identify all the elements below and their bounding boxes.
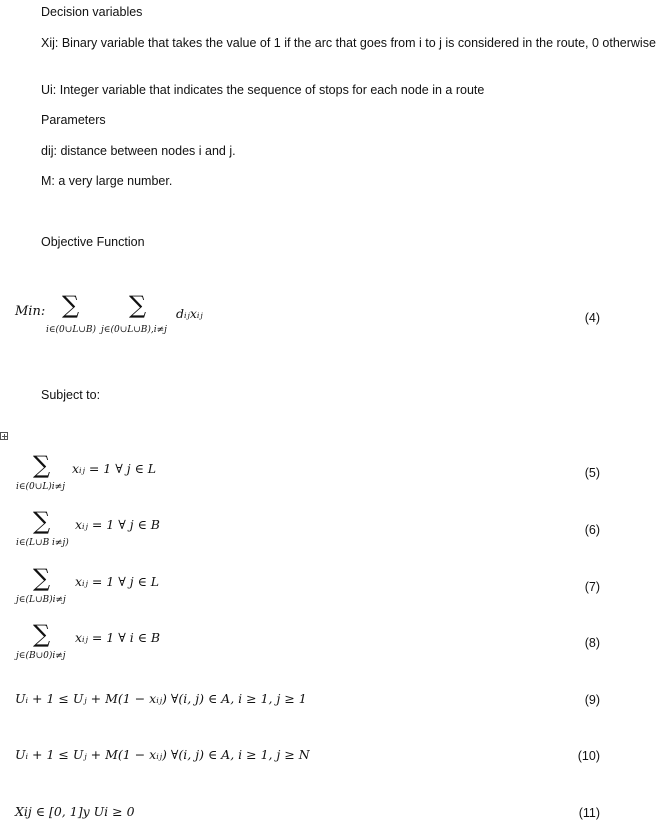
parameters-heading: Parameters: [41, 113, 106, 127]
xij-definition-text: Xij: Binary variable that takes the value of 1 if the arc that goes from i to j is considered in the route, 0 otherwise: [41, 36, 656, 50]
sum-symbol: ∑: [129, 291, 147, 319]
equation-number: (11): [578, 806, 600, 820]
equation-number: (6): [584, 523, 600, 537]
ui-definition: Ui: Integer variable that indicates the sequence of stops for each node in a route: [41, 83, 485, 97]
min-label: Min:: [15, 304, 46, 319]
sum-symbol: ∑: [62, 291, 80, 319]
constraint-expression: Uᵢ + 1 ≤ Uⱼ + M(1 − xᵢⱼ) ∀(i, j) ∈ A, i ≥ 1, j ≥ 1: [15, 691, 307, 706]
sum-symbol: ∑: [33, 451, 51, 479]
sum-index-i: i∈(0∪L∪B): [46, 325, 96, 335]
equation-number: (10): [577, 749, 600, 763]
sum-symbol: ∑: [33, 620, 51, 648]
dij-definition: dij: distance between nodes i and j.: [41, 144, 236, 158]
table-anchor-icon[interactable]: [0, 432, 8, 440]
equation-number: (7): [584, 580, 600, 594]
constraint-expression: Uᵢ + 1 ≤ Uⱼ + M(1 − xᵢⱼ) ∀(i, j) ∈ A, i ≥ 1, j ≥ N: [15, 747, 310, 762]
sum-index: i∈(0∪L)i≠j: [16, 482, 66, 492]
equation-number: (4): [584, 311, 600, 325]
equation-number: (8): [584, 636, 600, 650]
subject-to-label: Subject to:: [41, 388, 101, 402]
sum-index: j∈(B∪0)i≠j: [16, 651, 66, 661]
sum-symbol: ∑: [33, 564, 51, 592]
decision-variables-heading: Decision variables: [41, 5, 143, 19]
xij-definition: [8, 34, 658, 52]
constraint-expression: xᵢⱼ = 1 ∀ i ∈ B: [75, 630, 161, 645]
constraint-expression: xᵢⱼ = 1 ∀ j ∈ B: [75, 517, 160, 532]
m-definition: M: a very large number.: [41, 174, 173, 188]
constraint-expression: xᵢⱼ = 1 ∀ j ∈ L: [75, 574, 160, 589]
equation-number: (5): [584, 466, 600, 480]
sum-index-j: j∈(0∪L∪B),i≠j: [101, 325, 167, 335]
constraint-expression: xᵢⱼ = 1 ∀ j ∈ L: [72, 461, 157, 476]
sum-index: i∈(L∪B i≠j): [16, 538, 69, 548]
sum-symbol: ∑: [33, 507, 51, 535]
objective-heading: Objective Function: [41, 235, 145, 249]
equation-number: (9): [584, 693, 600, 707]
constraint-expression: Xij ∈ [0, 1]y Ui ≥ 0: [15, 804, 135, 819]
sum-index: j∈(L∪B)i≠j: [16, 595, 66, 605]
objective-term: dᵢⱼxᵢⱼ: [176, 306, 203, 321]
